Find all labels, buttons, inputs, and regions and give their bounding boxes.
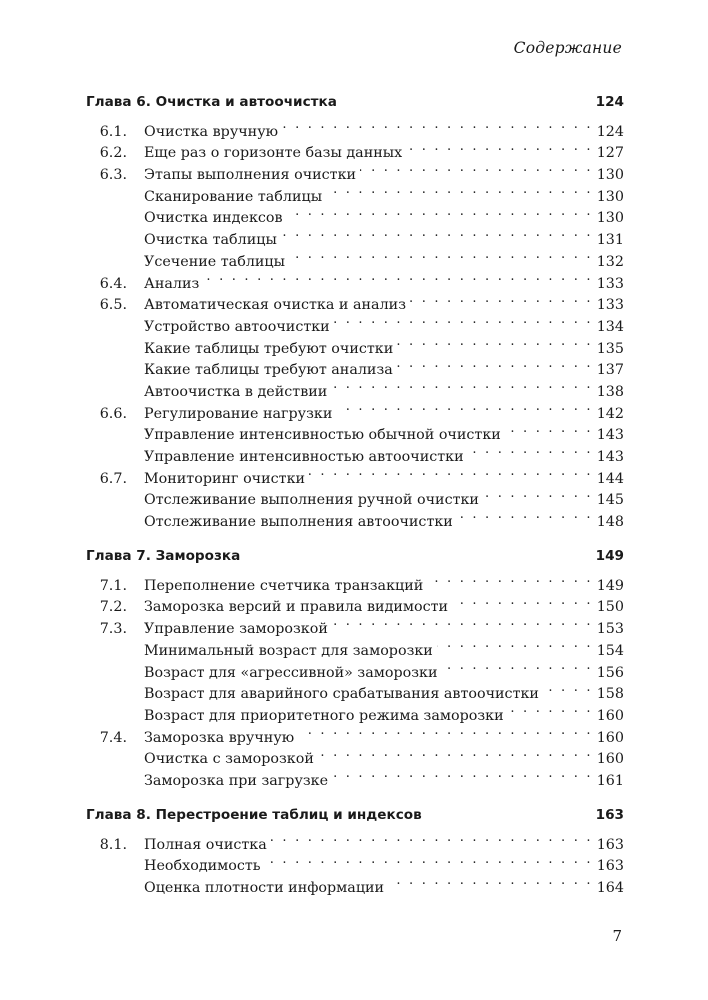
- dot-leader: [282, 114, 593, 136]
- entry-title: Анализ: [144, 275, 200, 292]
- entry-title: Какие таблицы требуют очистки: [144, 340, 394, 357]
- entry-page: 137: [596, 362, 624, 379]
- dot-leader: [265, 849, 593, 871]
- toc-chapter-heading[interactable]: [86, 91, 624, 114]
- entry-page: 134: [596, 318, 624, 335]
- entry-title: Устройство автоочистки: [144, 318, 330, 335]
- entry-page: 130: [596, 167, 624, 184]
- entry-title: Какие таблицы требуют анализа: [144, 362, 393, 379]
- dot-leader: [457, 504, 593, 526]
- section-number: 6.5.: [99, 297, 127, 314]
- dot-leader: [332, 763, 593, 785]
- section-number: 6.7.: [99, 470, 127, 487]
- section-number: 6.4.: [99, 275, 127, 292]
- entry-title: Заморозка версий и правила видимости: [144, 599, 449, 616]
- running-head: Содержание: [513, 39, 622, 57]
- page-number: 7: [612, 927, 622, 945]
- entry-page: 133: [596, 297, 624, 314]
- chapter-title: Глава 8. Перестроение таблиц и индексов: [86, 806, 422, 823]
- entry-title: Заморозка при загрузке: [144, 772, 329, 789]
- dot-leader: [427, 568, 592, 590]
- entry-title: Управление интенсивностью автоочистки: [144, 449, 464, 465]
- entry-page: 132: [596, 253, 624, 270]
- entry-title: Очистка вручную: [144, 123, 279, 140]
- entry-title: Управление интенсивностью обычной очистки: [144, 427, 501, 444]
- entry-title: Очистка индексов: [144, 210, 283, 227]
- dot-leader: [442, 655, 593, 677]
- dot-leader: [452, 590, 593, 612]
- entry-page: 131: [596, 232, 624, 249]
- toc-chapter-block: [86, 545, 624, 789]
- entry-title: Отслеживание выполнения автоочистки: [144, 514, 453, 531]
- entry-page: 160: [596, 729, 624, 746]
- entry-page: 143: [596, 427, 624, 444]
- entry-title: Возраст для приоритетного режима заморозки: [144, 707, 504, 724]
- toc-section-entry[interactable]: [86, 114, 624, 140]
- section-number: 6.2.: [99, 145, 127, 162]
- entry-title: Оценка плотности информации: [144, 880, 385, 896]
- dot-leader: [406, 136, 592, 158]
- dot-leader: [410, 288, 593, 310]
- entry-title: Очистка таблицы: [144, 232, 277, 249]
- toc-chapter-heading[interactable]: [86, 545, 624, 568]
- chapter-title: Глава 7. Заморозка: [86, 548, 241, 565]
- dot-leader: [332, 611, 593, 633]
- entry-page: 153: [596, 621, 624, 638]
- section-number: 7.1.: [99, 577, 127, 594]
- dot-leader: [203, 266, 592, 288]
- dot-leader: [289, 244, 593, 266]
- entry-title: Отслеживание выполнения ручной очистки: [144, 492, 479, 509]
- entry-title: Усечение таблицы: [144, 253, 286, 270]
- entry-title: Сканирование таблицы: [144, 188, 323, 205]
- section-number: 6.1.: [99, 123, 127, 140]
- chapter-page: 124: [595, 94, 624, 110]
- entry-page: 148: [596, 514, 624, 531]
- chapter-page: 149: [595, 548, 624, 565]
- dot-leader: [508, 698, 593, 720]
- entry-page: 144: [596, 470, 624, 487]
- entry-page: 124: [596, 123, 624, 140]
- entry-page: 135: [596, 340, 624, 357]
- entry-title: Мониторинг очистки: [144, 470, 306, 487]
- entry-title: Автоочистка в действии: [144, 383, 328, 400]
- entry-title: Заморозка вручную: [144, 729, 295, 746]
- chapter-page: 163: [595, 806, 624, 823]
- dot-leader: [309, 461, 593, 483]
- toc-chapter-block: [86, 804, 624, 896]
- dot-leader: [360, 157, 593, 179]
- entry-page: 127: [596, 145, 624, 162]
- entry-title: Управление заморозкой: [144, 621, 328, 638]
- dot-leader: [505, 418, 593, 440]
- entry-page: 150: [596, 599, 624, 616]
- section-number: 7.2.: [99, 599, 127, 616]
- section-number: 6.6.: [99, 405, 127, 422]
- dot-leader: [281, 222, 593, 244]
- entry-title: Переполнение счетчика транзакций: [144, 577, 424, 594]
- section-number: 7.4.: [99, 729, 127, 746]
- toc-section-entry[interactable]: [86, 568, 624, 594]
- dot-leader: [287, 201, 593, 223]
- entry-page: 158: [596, 686, 624, 703]
- dot-leader: [271, 827, 593, 849]
- entry-page: 154: [596, 642, 624, 659]
- dot-leader: [388, 870, 593, 892]
- dot-leader: [326, 179, 593, 201]
- entry-page: 160: [596, 707, 624, 724]
- entry-title: Полная очистка: [144, 836, 267, 853]
- toc-chapter-heading[interactable]: [86, 804, 624, 827]
- entry-title: Очистка с заморозкой: [144, 751, 314, 768]
- dot-leader: [318, 742, 593, 764]
- chapter-title: Глава 6. Очистка и автоочистка: [86, 94, 337, 110]
- dot-leader: [543, 677, 593, 699]
- entry-page: 133: [596, 275, 624, 292]
- entry-title: Возраст для «агрессивной» заморозки: [144, 664, 438, 681]
- dot-leader: [331, 374, 592, 396]
- entry-page: 160: [596, 751, 624, 768]
- dot-leader: [437, 633, 593, 655]
- dot-leader: [298, 720, 593, 742]
- toc-section-entry[interactable]: [86, 827, 624, 853]
- entry-page: 143: [596, 449, 624, 465]
- entry-page: 130: [596, 210, 624, 227]
- entry-page: 130: [596, 188, 624, 205]
- entry-page: 164: [596, 880, 624, 896]
- dot-leader: [397, 353, 593, 375]
- table-of-contents: [86, 91, 624, 911]
- section-number: 6.3.: [99, 167, 127, 184]
- entry-title: Возраст для аварийного срабатывания автоочистки: [144, 686, 539, 703]
- entry-page: 149: [596, 577, 624, 594]
- entry-page: 163: [596, 836, 624, 853]
- dot-leader: [334, 309, 593, 331]
- dot-leader: [336, 396, 592, 418]
- entry-title: Автоматическая очистка и анализ: [144, 297, 406, 314]
- entry-page: 142: [596, 405, 624, 422]
- dot-leader: [397, 331, 592, 353]
- dot-leader: [483, 483, 593, 505]
- entry-title: Необходимость: [144, 858, 261, 875]
- entry-page: 145: [596, 492, 624, 509]
- section-number: 8.1.: [99, 836, 127, 853]
- entry-page: 156: [596, 664, 624, 681]
- entry-page: 161: [596, 772, 624, 789]
- entry-page: 138: [596, 383, 624, 400]
- entry-title: Этапы выполнения очистки: [144, 167, 357, 184]
- section-number: 7.3.: [99, 621, 127, 638]
- entry-title: Регулирование нагрузки: [144, 405, 333, 422]
- entry-page: 163: [596, 858, 624, 875]
- entry-title: Минимальный возраст для заморозки: [144, 642, 433, 659]
- dot-leader: [468, 439, 593, 461]
- entry-title: Еще раз о горизонте базы данных: [144, 145, 403, 162]
- toc-chapter-block: [86, 91, 624, 531]
